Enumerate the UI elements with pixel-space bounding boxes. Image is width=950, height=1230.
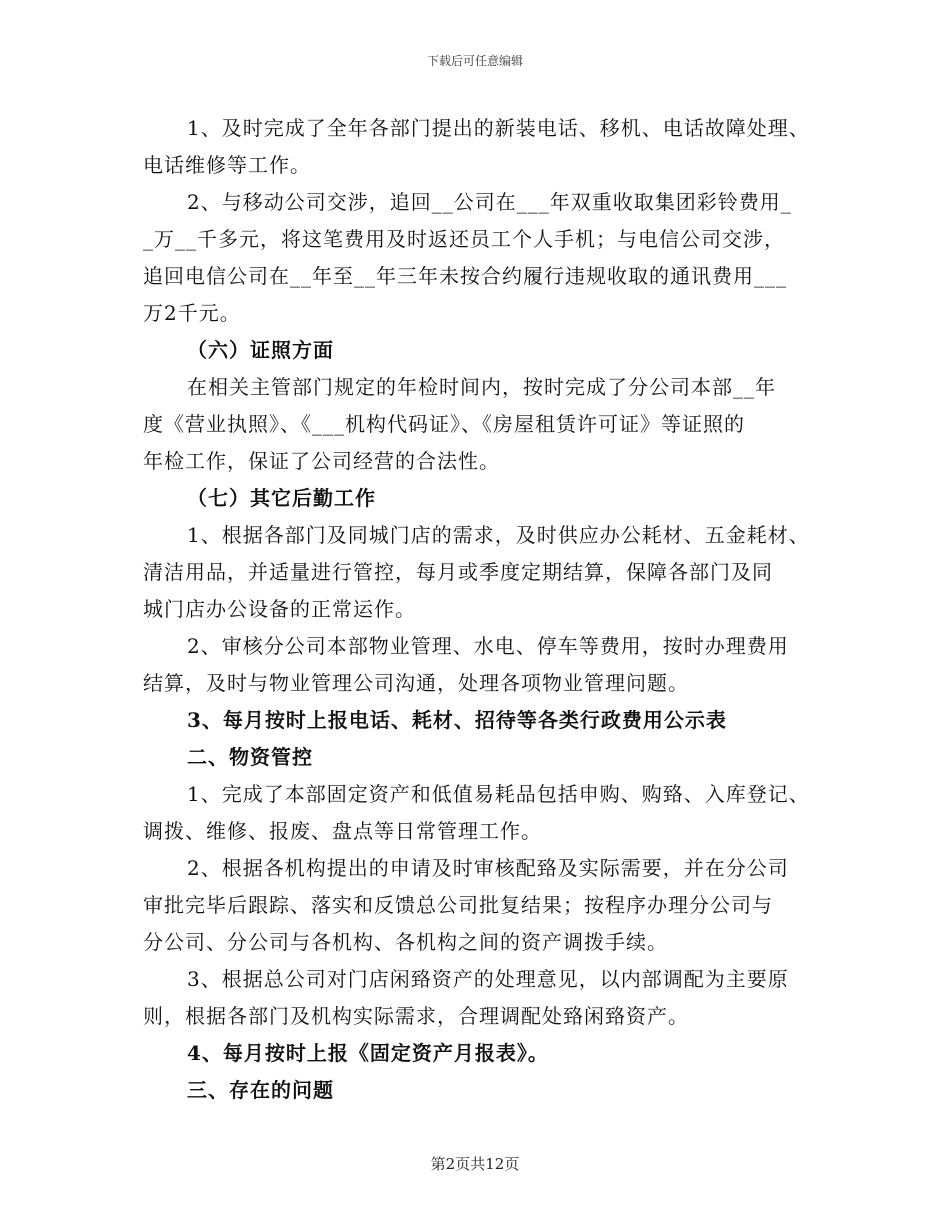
section-heading: （七）其它后勤工作	[187, 486, 376, 510]
paragraph-line: 则，根据各部门及机构实际需求，合理调配处臵闲臵资产。	[143, 1004, 689, 1028]
paragraph-line: 在相关主管部门规定的年检时间内，按时完成了分公司本部__年	[187, 375, 776, 399]
paragraph-line: 追回电信公司在__年至__年三年未按合约履行违规收取的通讯费用___	[143, 264, 787, 288]
section-heading: 三、存在的问题	[187, 1078, 334, 1102]
paragraph-line: 审批完毕后跟踪、落实和反馈总公司批复结果；按程序办理分公司与	[143, 893, 773, 917]
paragraph-line: 1、根据各部门及同城门店的需求，及时供应办公耗材、五金耗材、	[187, 523, 810, 547]
paragraph-line: _万__千多元，将这笔费用及时返还员工个人手机；与电信公司交涉，	[143, 227, 785, 251]
paragraph-line: 调拨、维修、报废、盘点等日常管理工作。	[143, 819, 542, 843]
paragraph-line: 2、根据各机构提出的申请及时审核配臵及实际需要，并在分公司	[187, 856, 789, 880]
page-footer: 第2页共12页	[430, 1155, 520, 1173]
document-body	[143, 110, 823, 1109]
paragraph-line: 1、完成了本部固定资产和低值易耗品包括申购、购臵、入库登记、	[187, 782, 810, 806]
paragraph-line: 3、根据总公司对门店闲臵资产的处理意见，以内部调配为主要原	[187, 967, 789, 991]
paragraph-line: 城门店办公设备的正常运作。	[143, 597, 416, 621]
paragraph-line: 万2千元。	[143, 301, 241, 325]
bold-item: 3、每月按时上报电话、耗材、招待等各类行政费用公示表	[187, 708, 727, 732]
section-heading: 二、物资管控	[187, 745, 313, 769]
paragraph-line: 清洁用品，并适量进行管控，每月或季度定期结算，保障各部门及同	[143, 560, 773, 584]
paragraph-line: 电话维修等工作。	[143, 153, 311, 177]
bold-item: 4、每月按时上报《固定资产月报表》。	[187, 1041, 549, 1065]
paragraph-line: 2、审核分公司本部物业管理、水电、停车等费用，按时办理费用	[187, 634, 789, 658]
section-heading: （六）证照方面	[187, 338, 334, 362]
page-header: 下载后可任意编辑	[426, 54, 523, 68]
paragraph-line: 分公司、分公司与各机构、各机构之间的资产调拨手续。	[143, 930, 668, 954]
paragraph-line: 度《营业执照》、《___机构代码证》、《房屋租赁许可证》等证照的	[143, 412, 745, 436]
paragraph-line: 结算，及时与物业管理公司沟通，处理各项物业管理问题。	[143, 671, 689, 695]
paragraph-line: 年检工作，保证了公司经营的合法性。	[143, 449, 500, 473]
paragraph-line: 1、及时完成了全年各部门提出的新装电话、移机、电话故障处理、	[187, 116, 810, 140]
paragraph-line: 2、与移动公司交涉，追回__公司在___年双重收取集团彩铃费用_	[187, 190, 792, 214]
